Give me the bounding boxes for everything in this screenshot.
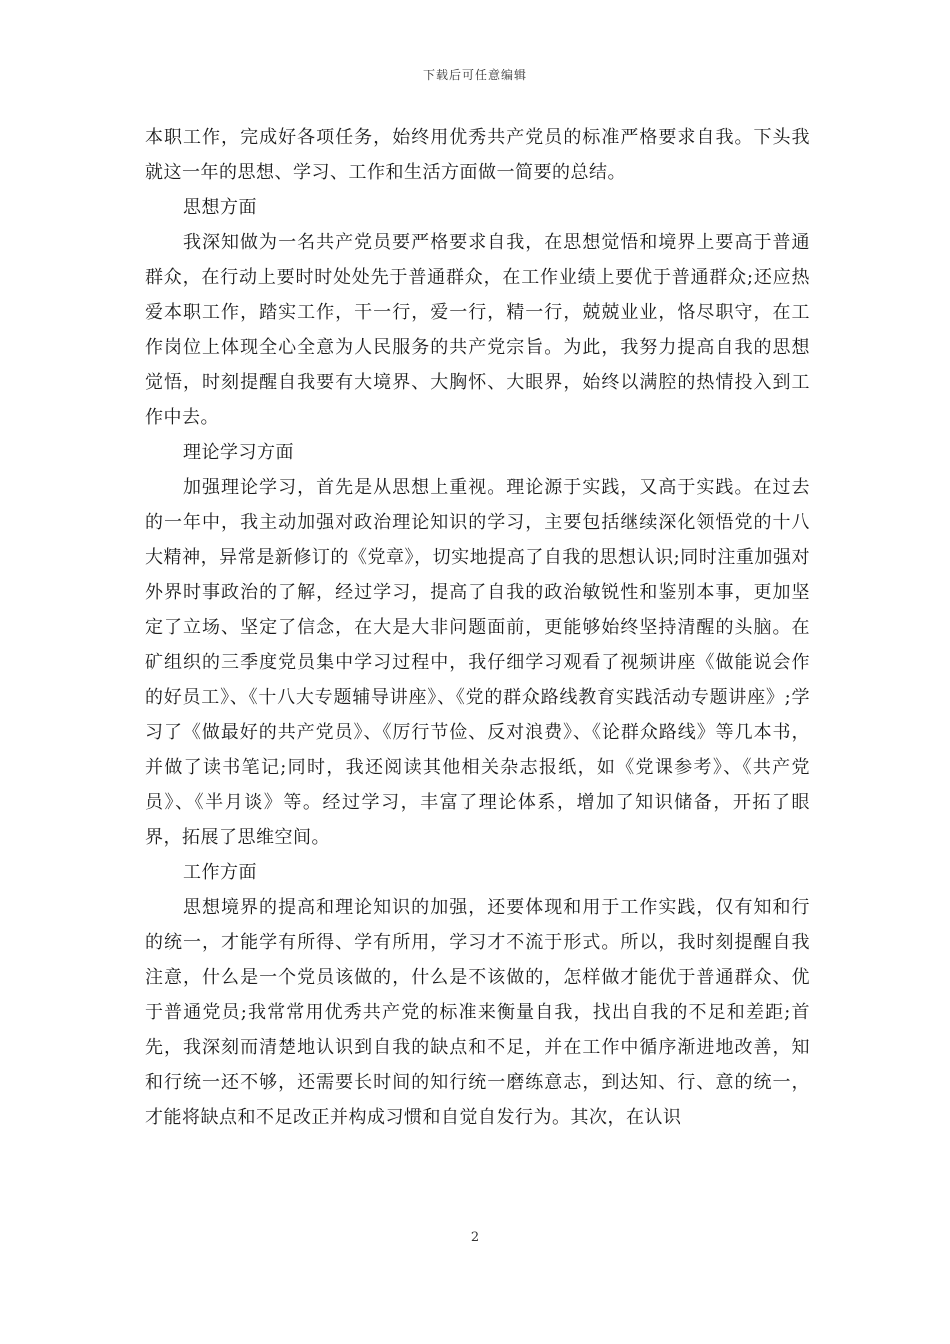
page-number: 2: [470, 1230, 480, 1245]
section-heading-theory: 理论学习方面: [183, 442, 294, 463]
section-paragraph-theory: 加强理论学习，首先是从思想上重视。理论源于实践，又高于实践。在过去的一年中，我主动加强对政治理论知识的学习，主要包括继续深化领悟党的十八大精神，异常是新修订的《党章》，切实地提高了自我的思想认识;同时注重加强对外界时事政治的了解，经过学习，提高了自我的政治敏锐性和鉴别本事，更加坚定了立场、坚定了信念，在大是大非问题面前，更能够始终坚持清醒的头脑。在矿组织的三季度党员集中学习过程中，我仔细学习观看了视频讲座《做能说会作的好员工》、《十八大专题辅导讲座》、《党的群众路线教育实践活动专题讲座》;学习了《做最好的共产党员》、《厉行节俭、反对浪费》、《论群众路线》等几本书，并做了读书笔记;同时，我还阅读其他相关杂志报纸，如《党课参考》、《共产党员》、《半月谈》等。经过学习，丰富了理论体系，增加了知识储备，开拓了眼界，拓展了思维空间。: [145, 477, 810, 848]
page-header: 下载后可任意编辑: [422, 68, 527, 82]
document-body: [145, 120, 810, 1135]
section-paragraph-work: 思想境界的提高和理论知识的加强，还要体现和用于工作实践，仅有知和行的统一，才能学有所得、学有所用，学习才不流于形式。所以，我时刻提醒自我注意，什么是一个党员该做的，什么是不该做的，怎样做才能优于普通群众、优于普通党员;我常常用优秀共产党的标准来衡量自我，找出自我的不足和差距;首先，我深刻而清楚地认识到自我的缺点和不足，并在工作中循序渐进地改善，知和行统一还不够，还需要长时间的知行统一磨练意志，到达知、行、意的统一，才能将缺点和不足改正并构成习惯和自觉自发行为。其次，在认识: [145, 897, 810, 1128]
intro-paragraph: 本职工作，完成好各项任务，始终用优秀共产党员的标准严格要求自我。下头我就这一年的思想、学习、工作和生活方面做一简要的总结。: [145, 127, 810, 183]
section-heading-thought: 思想方面: [183, 197, 257, 218]
section-heading-work: 工作方面: [183, 862, 257, 883]
section-paragraph-thought: 我深知做为一名共产党员要严格要求自我，在思想觉悟和境界上要高于普通群众，在行动上要时时处处先于普通群众，在工作业绩上要优于普通群众;还应热爱本职工作，踏实工作，干一行，爱一行，精一行，兢兢业业，恪尽职守，在工作岗位上体现全心全意为人民服务的共产党宗旨。为此，我努力提高自我的思想觉悟，时刻提醒自我要有大境界、大胸怀、大眼界，始终以满腔的热情投入到工作中去。: [145, 232, 810, 428]
